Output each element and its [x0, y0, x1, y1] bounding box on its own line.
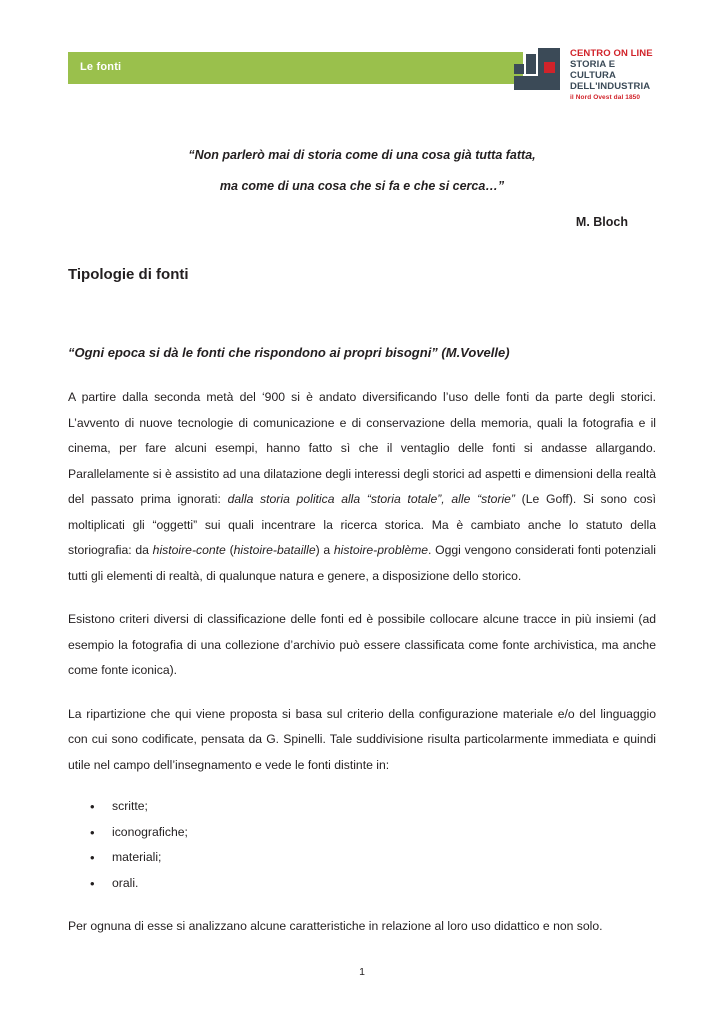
paragraph-1-italic-2: histoire-conte	[152, 543, 226, 557]
centro-on-line-logo	[514, 46, 656, 101]
paragraph-3: La ripartizione che qui viene proposta si basa sul criterio della configurazione materiale e/o del linguaggio con cui sono codificate, pensata da G. Spinelli. Tale suddivisione risulta particolarmente immediata e quindi utile nel campo dell’insegnamento e vede le fonti distinte in:	[68, 706, 656, 772]
paragraph-2: Esistono criteri diversi di classificazione delle fonti ed è possibile collocare alcune tracce in più insiemi (ad esempio la fotografia di una collezione d’archivio può essere classificata come fonte archivistica, ma anche come fonte iconica).	[68, 612, 656, 677]
list-item: • scritte;	[90, 794, 656, 820]
document-content	[68, 140, 656, 940]
paragraph-1-text-1: A partire dalla seconda metà del ‘900 si è andato diversificando l’uso delle fonti da parte degli storici. L’avvento di nuove tecnologie di comunicazione e di conservazione della memoria, quali la fotografia e il cinema, per fare alcuni esempi, hanno fatto sì che il ventaglio delle fonti si andasse allargando. Parallelamente si è assistito ad una dilatazione degli interessi degli storici ad aspetti e dimensioni della realtà del passato prima ignorati:	[68, 390, 656, 506]
epigraph-line-1: “Non parlerò mai di storia come di una cosa già tutta fatta,	[188, 148, 536, 162]
logo-line-1: CENTRO ON LINE	[570, 48, 653, 59]
page-title: Tipologie di fonti	[68, 266, 189, 283]
epigraph-line-2: ma come di una cosa che si fa e che si cerca…”	[219, 179, 505, 193]
logo-line-3: DELL'INDUSTRIA	[570, 81, 651, 92]
page-header	[68, 46, 656, 101]
paragraph-4: Per ognuna di esse si analizzano alcune caratteristiche in relazione al loro uso didattico e non solo.	[68, 919, 603, 933]
paragraph-1-text-2: (Le Goff). Si sono così moltiplicati gli “oggetti” sui quali incentrare la ricerca storica. Ma è cambiato anche lo statuto della storiografia: da	[68, 492, 656, 557]
logo-line-4: il Nord Ovest dal 1850	[570, 94, 641, 101]
header-green-band	[68, 52, 523, 84]
paragraph-1-italic-3: histoire-bataille	[233, 543, 316, 557]
paragraph-1	[68, 385, 656, 589]
paragraph-1-text-4: ) a	[315, 543, 334, 557]
list-item: • orali.	[90, 871, 656, 897]
logo-line-2: STORIA E CULTURA	[570, 59, 616, 81]
page-number: 1	[359, 966, 365, 978]
list-item: • iconografiche;	[90, 820, 656, 846]
paragraph-1-text-3: (	[225, 543, 234, 557]
fonti-list	[68, 794, 656, 896]
epigraph-author: M. Bloch	[575, 215, 628, 229]
logo-text	[570, 48, 656, 102]
section-subtitle: “Ogni epoca si dà le fonti che rispondono ai propri bisogni” (M.Vovelle)	[68, 345, 510, 360]
paragraph-1-italic-1: dalla storia politica alla “storia totale”, alle “storie”	[227, 492, 515, 506]
paragraph-1-text-5: . Oggi vengono considerati fonti potenziali tutti gli elementi di realtà, di qualunque natura e genere, a disposizione dello storico.	[68, 543, 656, 583]
paragraph-1-italic-4: histoire-problème	[333, 543, 429, 557]
logo-mark-icon	[514, 48, 566, 90]
list-item: • materiali;	[90, 845, 656, 871]
header-band-title: Le fonti	[80, 61, 122, 73]
